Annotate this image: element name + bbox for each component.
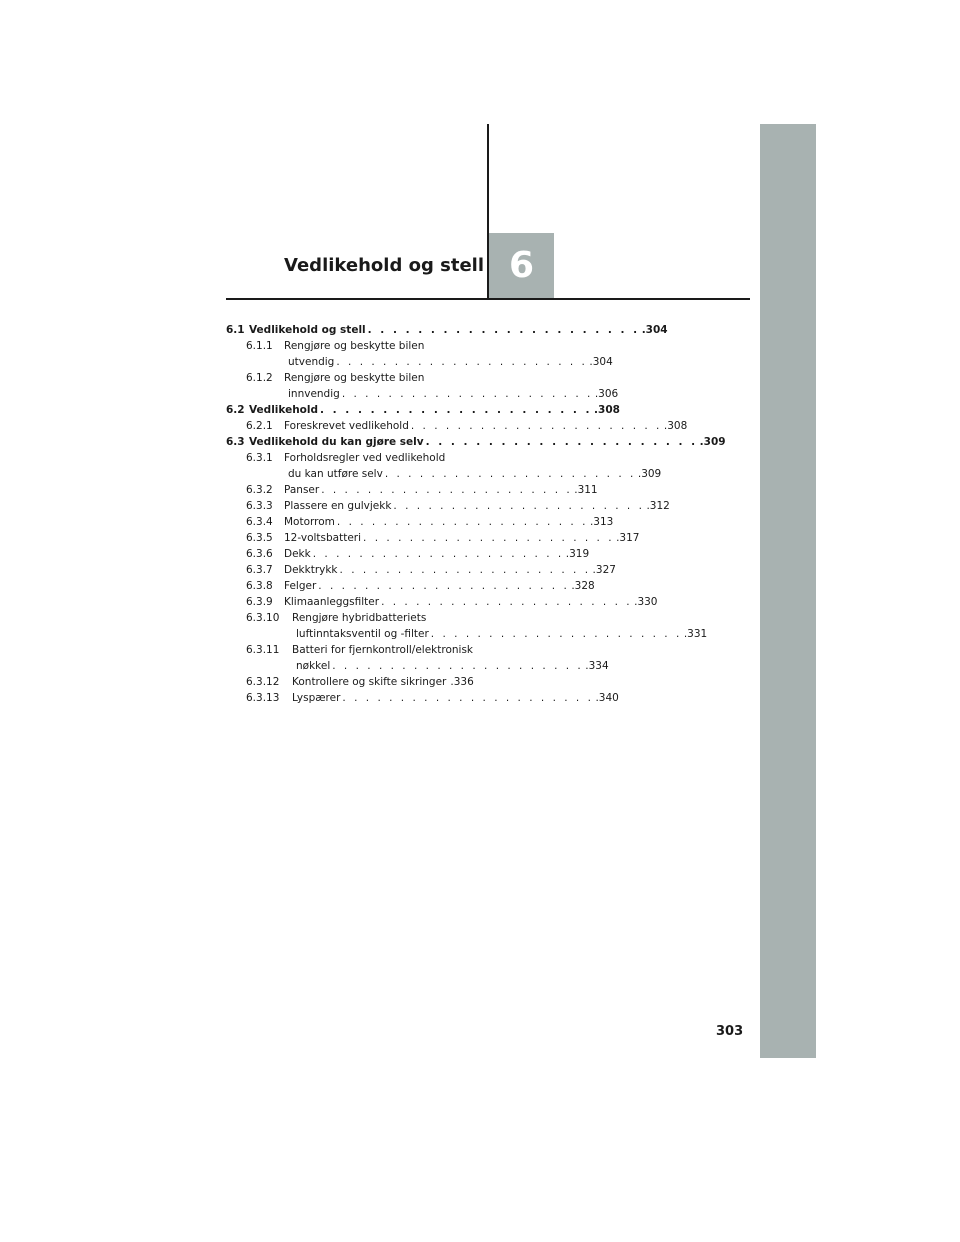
toc-entry-6-3[interactable] [226,434,726,450]
toc-leader: . . . . . . . . . . . . . . . . . . . . . . [332,660,584,672]
toc-entry-6-3-5[interactable] [226,530,640,546]
toc-number: 6.3.13 [246,692,280,704]
toc-number: 6.1.2 [246,372,273,384]
toc-entry-6-1-2-cont[interactable] [226,386,619,402]
toc-number: 6.3.5 [246,532,273,544]
toc-leader: . . . . . . . . . . . . . . . . . . . . . . [318,580,570,592]
toc-title-line1: Rengjøre og beskytte bilen [284,340,425,352]
toc-page: .327 [592,564,616,576]
toc-title: Dekk [284,548,311,560]
toc-page: .336 [450,676,474,688]
toc-title: Panser [284,484,320,496]
toc-entry-6-3-9[interactable] [226,594,658,610]
toc-number: 6.1.1 [246,340,273,352]
toc-leader: . . . . . . . . . . . . . . . . . . . . . . [341,388,593,400]
toc-leader: . . . . . . . . . . . . . . . . . . . . . . [425,436,698,448]
toc-page: .309 [699,436,726,448]
toc-number: 6.3.11 [246,644,280,656]
toc-title: Klimaanleggsfilter [284,596,380,608]
toc-title: Foreskrevet vedlikehold [284,420,409,432]
table-of-contents [226,322,726,706]
toc-entry-6-3-11[interactable] [226,642,473,658]
toc-number: 6.3.10 [246,612,280,624]
chapter-number-badge [489,233,554,298]
toc-entry-6-1-2[interactable] [226,370,468,386]
toc-title: Vedlikehold og stell [249,324,366,336]
toc-entry-6-3-11-cont[interactable] [226,658,609,674]
chapter-number: 6 [508,245,535,286]
toc-entry-6-3-6[interactable] [226,546,590,562]
toc-leader: . . . . . . . . . . . . . . . . . . . . . . [381,596,633,608]
toc-leader: . . . . . . . . . . . . . . . . . . . . . . [336,516,588,528]
toc-page: .308 [594,404,620,416]
toc-leader: . . . . . . . . . . . . . . . . . . . . . . [393,500,645,512]
toc-leader: . . . . . . . . . . . . . . . . . . . . . . [312,548,564,560]
toc-page: .306 [594,388,619,400]
toc-number: 6.3.9 [246,596,273,608]
toc-leader: . . . . . . . . . . . . . . . . . . . . . . [384,468,636,480]
toc-page: .331 [683,628,708,640]
toc-page: .311 [574,484,598,496]
toc-title: 12-voltsbatteri [284,532,362,544]
toc-page: .330 [634,596,658,608]
toc-entry-6-1-1[interactable] [226,338,468,354]
toc-title-line1: Forholdsregler ved vedlikehold [284,452,446,464]
toc-entry-6-3-3[interactable] [226,498,670,514]
toc-entry-6-3-1-cont[interactable] [226,466,662,482]
toc-title: nøkkel [296,660,331,672]
toc-title: Lyspærer [292,692,341,704]
toc-entry-6-3-2[interactable] [226,482,598,498]
page-number: 303 [716,1024,744,1039]
toc-leader: . . . . . . . . . . . . . . . . . . . . . . [320,404,593,416]
toc-entry-6-3-10-cont[interactable] [226,626,708,642]
toc-entry-6-3-1[interactable] [226,450,468,466]
toc-number: 6.3.2 [246,484,273,496]
toc-leader: . . . . . . . . . . . . . . . . . . . . . . [342,692,594,704]
toc-title: Vedlikehold du kan gjøre selv [249,436,424,448]
toc-page: .304 [641,324,668,336]
toc-number: 6.1 [226,324,245,336]
toc-page: .312 [646,500,670,512]
toc-page: .334 [585,660,609,672]
toc-entry-6-2-1[interactable] [226,418,688,434]
toc-entry-6-1[interactable] [226,322,668,338]
toc-title: du kan utføre selv [288,468,383,480]
toc-page: .317 [616,532,640,544]
toc-leader: . . . . . . . . . . . . . . . . . . . . . . [336,356,588,368]
toc-title: Plassere en gulvjekk [284,500,392,512]
toc-number: 6.3.3 [246,500,273,512]
toc-page: .309 [637,468,662,480]
toc-leader: . . . . . . . . . . . . . . . . . . . . . . [410,420,662,432]
toc-page: .319 [565,548,590,560]
toc-page: .304 [589,356,613,368]
toc-title-line1: Rengjøre og beskytte bilen [284,372,425,384]
toc-title: innvendig [288,388,340,400]
toc-number: 6.2.1 [246,420,273,432]
toc-number: 6.2 [226,404,245,416]
toc-leader: . . . . . . . . . . . . . . . . . . . . . . [367,324,640,336]
toc-entry-6-2[interactable] [226,402,620,418]
toc-number: 6.3.8 [246,580,273,592]
toc-page: .340 [595,692,619,704]
toc-title: Vedlikehold [249,404,319,416]
toc-title: Kontrollere og skifte sikringer [292,676,447,688]
toc-leader: . . . . . . . . . . . . . . . . . . . . . . [430,628,682,640]
toc-leader: . . . . . . . . . . . . . . . . . . . . . . [321,484,573,496]
toc-title: Motorrom [284,516,335,528]
toc-entry-6-3-8[interactable] [226,578,595,594]
toc-entry-6-3-4[interactable] [226,514,614,530]
toc-number: 6.3.1 [246,452,273,464]
chapter-title: Vedlikehold og stell [284,255,484,276]
toc-entry-6-3-13[interactable] [226,690,619,706]
toc-entry-6-1-1-cont[interactable] [226,354,613,370]
toc-leader: . . . . . . . . . . . . . . . . . . . . . . [363,532,615,544]
toc-entry-6-3-12[interactable] [226,674,474,690]
toc-entry-6-3-10[interactable] [226,610,468,626]
toc-number: 6.3.12 [246,676,280,688]
toc-leader: . . . . . . . . . . . . . . . . . . . . . . [339,564,591,576]
toc-title: luftinntaksventil og -filter [296,628,429,640]
toc-title-line1: Rengjøre hybridbatteriets [292,612,427,624]
toc-entry-6-3-7[interactable] [226,562,616,578]
toc-title: Dekktrykk [284,564,338,576]
toc-number: 6.3.4 [246,516,273,528]
header-horizontal-rule [226,298,750,300]
toc-page: .308 [663,420,688,432]
toc-title-line1: Batteri for fjernkontroll/elektronisk [292,644,473,656]
toc-page: .328 [571,580,595,592]
toc-title: utvendig [288,356,335,368]
toc-title: Felger [284,580,317,592]
chapter-side-tab [760,124,816,1058]
toc-number: 6.3 [226,436,245,448]
toc-page: .313 [589,516,614,528]
toc-number: 6.3.7 [246,564,273,576]
toc-number: 6.3.6 [246,548,273,560]
